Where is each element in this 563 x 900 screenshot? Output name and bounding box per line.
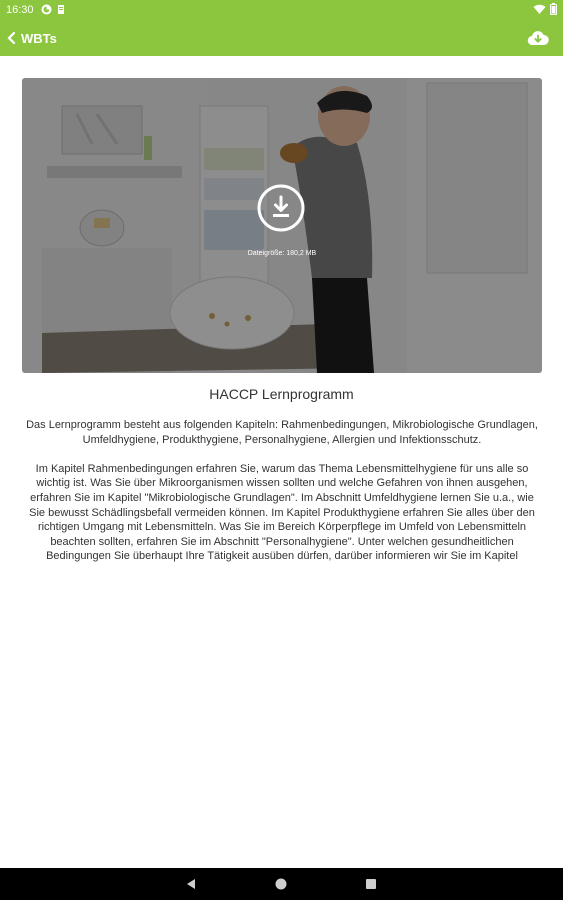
app-icon-2 [56,4,66,15]
home-circle-icon[interactable] [274,877,288,891]
download-icon[interactable] [256,183,306,233]
battery-icon [550,3,557,15]
course-description [22,418,542,579]
cloud-download-icon[interactable] [527,28,549,48]
back-button[interactable] [6,27,57,49]
app-bar [0,20,563,56]
system-nav-bar [0,868,563,900]
status-time: 16:30 [6,4,34,16]
chevron-left-icon [6,31,18,45]
status-icons-left [41,4,66,15]
description-paragraph-1: Das Lernprogramm besteht aus folgenden Kapiteln: Rahmenbedingungen, Mikrobiologische Grundlagen, Umfeldhygiene, Produkthygiene, Personalhygiene, Allergien und Infektionsschutz. [26,419,538,446]
file-size-label: Dateigröße: 180,2 MB [247,250,317,257]
status-bar [0,0,563,20]
status-icons-right [533,3,557,15]
description-paragraph-2: Im Kapitel Rahmenbedingungen erfahren Sie, warum das Thema Lebensmittelhygiene für uns alle so wichtig ist. Was Sie über Mikroorganismen wissen sollten und welche Gefahren von ihnen ausgehen, erfahren Sie im Kapitel "Mikrobiologische Grundlagen". Im Abschnitt Umfeldhygiene lernen Sie u.a., wie Sie bewusst Schädlingsbefall vermeiden können. Im Kapitel Produkthygiene erfahren Sie alles über den richtigen Umgang mit Lebensmitteln. Was Sie im Bereich Körperpflege im Umfeld von Lebensmitteln beachten sollten, erfahren Sie im Abschnitt "Personalhygiene". Unter welchen gesundheitlichen Bedingungen Sie überhaupt Ihre Tätigkeit ausüben dürfen, darüber informieren wir Sie im Kapitel [29,462,535,563]
course-preview-image[interactable] [22,78,542,373]
back-label: WBTs [21,30,57,46]
back-triangle-icon[interactable] [184,877,198,891]
wifi-icon [533,4,546,15]
recents-square-icon[interactable] [364,877,378,891]
app-icon-1 [41,4,52,15]
course-title: HACCP Lernprogramm [209,386,354,402]
